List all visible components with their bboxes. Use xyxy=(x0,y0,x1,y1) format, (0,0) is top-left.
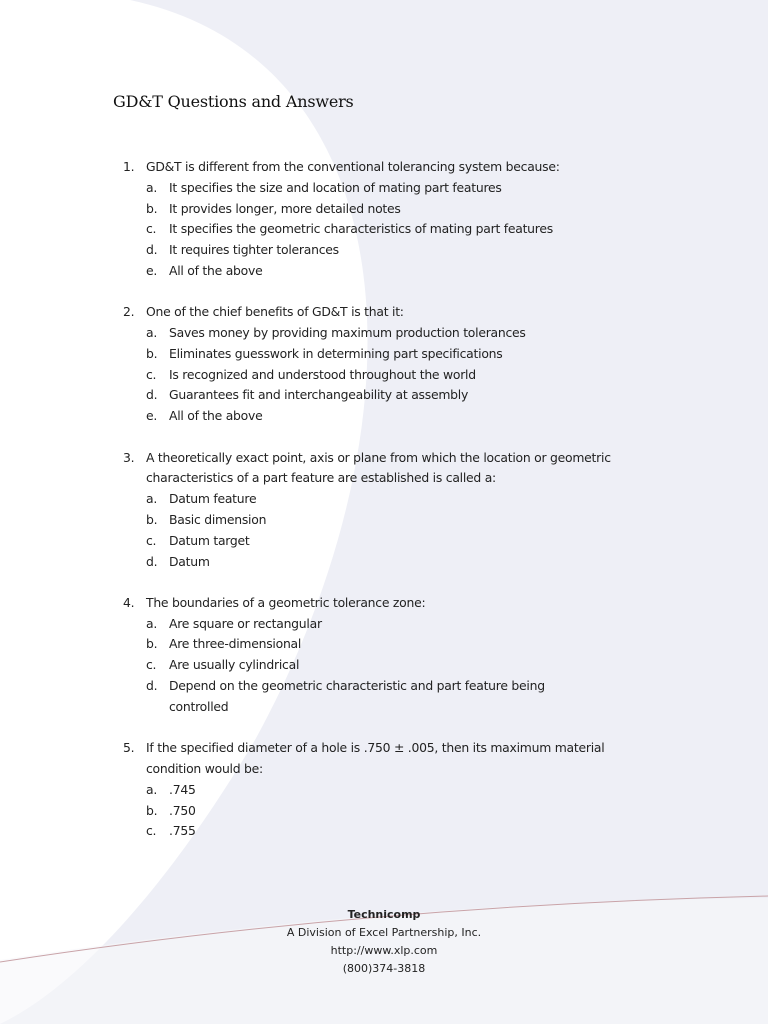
option-text: Are three-dimensional xyxy=(169,636,302,652)
option-c xyxy=(146,365,683,386)
option-text: All of the above xyxy=(169,262,263,278)
page-title: GD&T Questions and Answers xyxy=(113,92,354,111)
option-a xyxy=(146,780,683,801)
option-text: .745 xyxy=(169,781,196,797)
option-list xyxy=(146,323,683,427)
option-letter: b. xyxy=(146,200,158,216)
option-b xyxy=(146,510,683,531)
option-letter: c. xyxy=(146,366,157,382)
option-e xyxy=(146,406,683,427)
option-letter: b. xyxy=(146,511,158,527)
question-5 xyxy=(123,738,683,842)
question-text: One of the chief benefits of GD&T is that it: xyxy=(146,304,404,320)
option-letter: d. xyxy=(146,242,158,258)
option-list xyxy=(146,178,683,282)
footer-url[interactable]: http://www.xlp.com xyxy=(330,944,438,957)
option-b xyxy=(146,634,683,655)
option-c xyxy=(146,821,683,842)
option-d xyxy=(146,240,683,261)
option-c xyxy=(146,531,683,552)
question-text: If the specified diameter of a hole is .750 ± .005, then its maximum material condition would be: xyxy=(146,740,605,776)
option-a xyxy=(146,323,683,344)
option-text: Depend on the geometric characteristic and part feature being controlled xyxy=(169,678,545,714)
option-letter: a. xyxy=(146,491,158,507)
option-letter: d. xyxy=(146,678,158,694)
option-text: Datum target xyxy=(169,532,250,548)
option-text: Guarantees fit and interchangeability at assembly xyxy=(169,387,469,403)
question-number: 3. xyxy=(123,449,135,465)
option-text: Eliminates guesswork in determining part specifications xyxy=(169,345,503,361)
question-3 xyxy=(123,448,683,573)
question-text: GD&T is different from the conventional tolerancing system because: xyxy=(146,159,560,174)
option-letter: d. xyxy=(146,553,158,569)
option-letter: c. xyxy=(146,657,157,673)
option-d xyxy=(146,676,683,718)
option-text: It requires tighter tolerances xyxy=(169,242,339,258)
option-text: Are square or rectangular xyxy=(169,615,322,631)
footer-phone: (800)374-3818 xyxy=(342,962,426,975)
option-text: Are usually cylindrical xyxy=(169,657,300,673)
question-text: The boundaries of a geometric tolerance zone: xyxy=(146,594,426,610)
option-list xyxy=(146,780,683,842)
option-letter: c. xyxy=(146,532,157,548)
option-d xyxy=(146,552,683,573)
question-number: 4. xyxy=(123,594,135,610)
option-letter: c. xyxy=(146,221,157,237)
option-e xyxy=(146,261,683,282)
option-text: Basic dimension xyxy=(169,511,267,527)
option-letter: d. xyxy=(146,387,158,403)
page-footer xyxy=(0,906,768,978)
option-letter: b. xyxy=(146,345,158,361)
option-b xyxy=(146,801,683,822)
option-letter: a. xyxy=(146,325,158,341)
footer-company: Technicomp xyxy=(347,908,421,921)
option-letter: c. xyxy=(146,823,157,839)
question-4 xyxy=(123,593,683,718)
question-number: 2. xyxy=(123,304,135,320)
question-text: A theoretically exact point, axis or plane from which the location or geometric characteristics of a part feature are established is called a: xyxy=(146,449,611,486)
option-text: .755 xyxy=(169,823,196,839)
option-c xyxy=(146,219,683,240)
option-text: Datum feature xyxy=(169,491,257,507)
question-number: 5. xyxy=(123,740,135,756)
option-text: Is recognized and understood throughout the world xyxy=(169,366,476,382)
question-1 xyxy=(123,157,683,282)
option-text: It specifies the geometric characteristics of mating part features xyxy=(169,221,553,237)
option-letter: b. xyxy=(146,636,158,652)
option-a xyxy=(146,489,683,510)
option-text: It provides longer, more detailed notes xyxy=(169,200,401,216)
question-2 xyxy=(123,302,683,427)
option-c xyxy=(146,655,683,676)
option-a xyxy=(146,178,683,199)
option-text: It specifies the size and location of mating part features xyxy=(169,179,502,195)
option-b xyxy=(146,344,683,365)
option-letter: e. xyxy=(146,262,158,278)
option-text: All of the above xyxy=(169,408,263,424)
option-text: Saves money by providing maximum production tolerances xyxy=(169,325,526,341)
option-b xyxy=(146,199,683,220)
option-letter: b. xyxy=(146,802,158,818)
question-number: 1. xyxy=(123,159,135,174)
question-list xyxy=(123,157,683,863)
option-text: Datum xyxy=(169,553,210,569)
footer-division: A Division of Excel Partnership, Inc. xyxy=(286,926,482,939)
option-d xyxy=(146,385,683,406)
option-letter: a. xyxy=(146,781,158,797)
option-letter: a. xyxy=(146,615,158,631)
option-list xyxy=(146,614,683,718)
option-letter: a. xyxy=(146,179,158,195)
option-text: .750 xyxy=(169,802,196,818)
option-letter: e. xyxy=(146,408,158,424)
option-a xyxy=(146,614,683,635)
option-list xyxy=(146,489,683,572)
